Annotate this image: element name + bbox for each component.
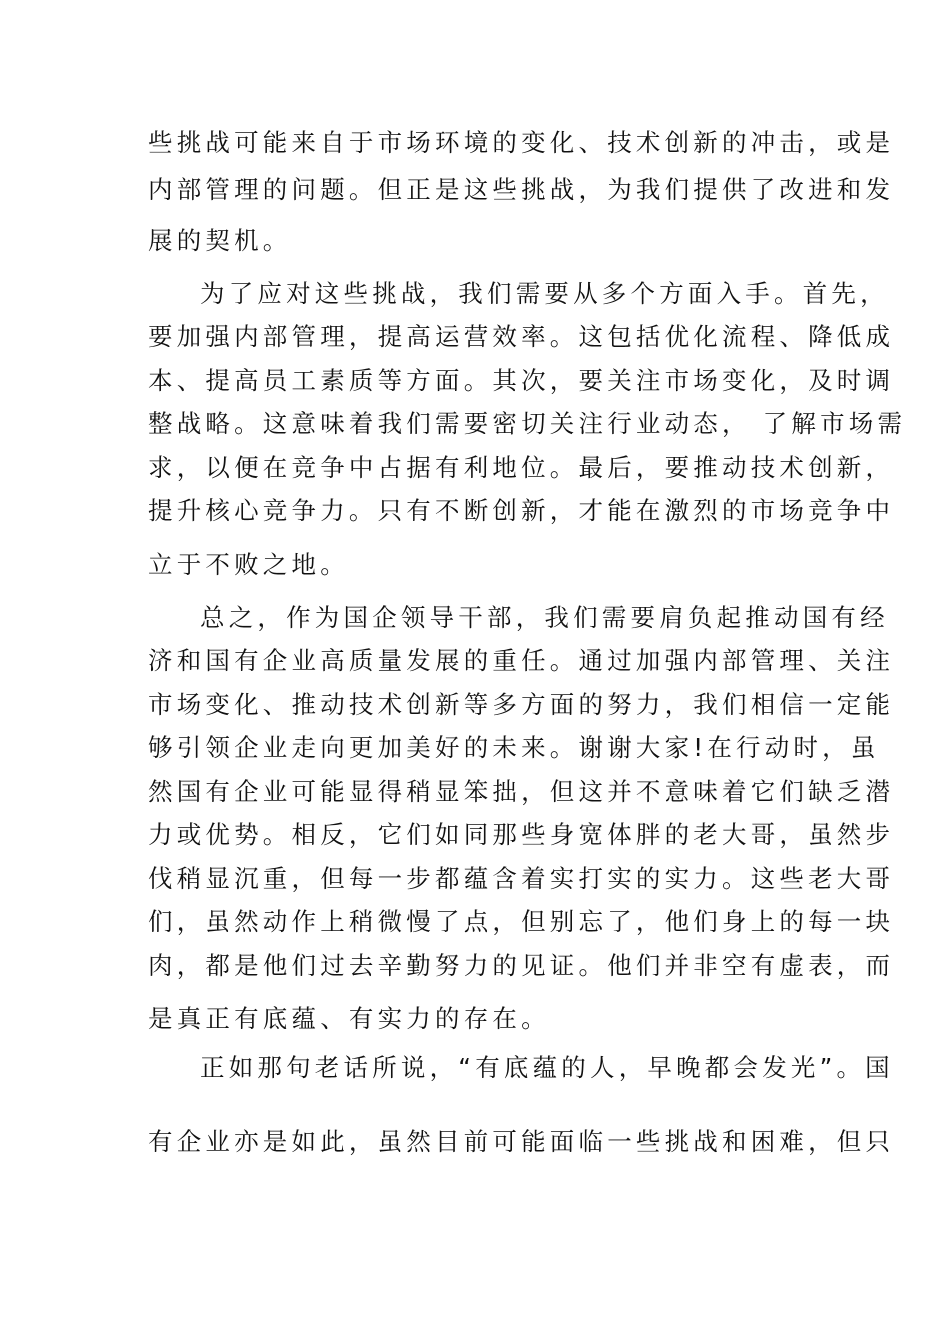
paragraph-first-line: 正如那句老话所说，“有底蕴的人，早晚都会发光”。国 [200,1053,894,1082]
text-line: 内部管理的问题。但正是这些挑战，为我们提供了改进和发 [148,175,895,204]
text-line: 展的契机。 [148,226,292,255]
text-line: 求，以便在竞争中占据有利地位。最后，要推动技术创新， [148,453,895,482]
text-line: 伐稍显沉重，但每一步都蕴含着实打实的实力。这些老大哥 [148,864,895,893]
text-line: 提升核心竞争力。只有不断创新，才能在激烈的市场竞争中 [148,496,895,525]
paragraph-first-line: 为了应对这些挑战，我们需要从多个方面入手。首先， [200,279,889,308]
text-line: 立于不败之地。 [148,550,349,579]
text-line: 们，虽然动作上稍微慢了点，但别忘了，他们身上的每一块 [148,907,895,936]
text-line: 肉，都是他们过去辛勤努力的见证。他们并非空有虚表，而 [148,951,895,980]
text-line: 市场变化、推动技术创新等多方面的努力，我们相信一定能 [148,690,895,719]
text-line: 然国有企业可能显得稍显笨拙，但这并不意味着它们缺乏潜 [148,777,895,806]
text-line: 济和国有企业高质量发展的重任。通过加强内部管理、关注 [148,646,895,675]
text-line: 有企业亦是如此，虽然目前可能面临一些挑战和困难，但只 [148,1127,895,1156]
text-line: 够引领企业走向更加美好的未来。谢谢大家!在行动时，虽 [148,733,880,762]
text-line: 力或优势。相反，它们如同那些身宽体胖的老大哥，虽然步 [148,820,895,849]
text-line: 要加强内部管理，提高运营效率。这包括优化流程、降低成 [148,322,895,351]
paragraph-first-line: 总之，作为国企领导干部，我们需要肩负起推动国有经 [200,603,889,632]
text-line: 本、提高员工素质等方面。其次，要关注市场变化，及时调 [148,366,895,395]
text-line: 整战略。这意味着我们需要密切关注行业动态， 了解市场需 [148,409,907,438]
text-line: 是真正有底蕴、有实力的存在。 [148,1004,550,1033]
text-line: 些挑战可能来自于市场环境的变化、技术创新的冲击，或是 [148,128,895,157]
